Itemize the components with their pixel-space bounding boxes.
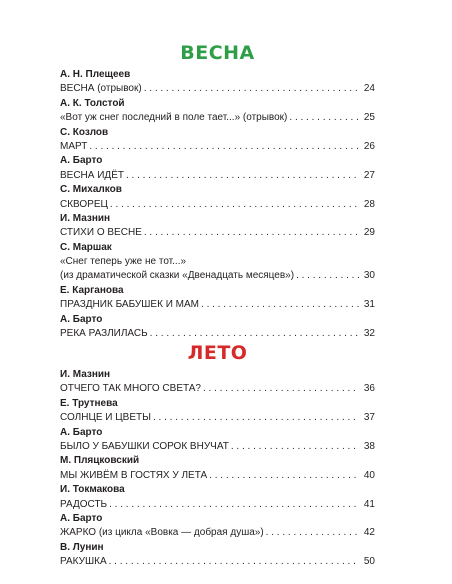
toc-page-number: 38 (363, 440, 375, 452)
toc-author: А. К. Толстой (60, 97, 125, 109)
toc-author: И. Мазнин (60, 369, 111, 380)
toc-page-number: 29 (363, 227, 375, 239)
toc-line (60, 440, 375, 454)
toc-line (60, 298, 375, 312)
toc-page-number: 24 (363, 83, 375, 95)
toc-entry (60, 126, 375, 155)
toc-page-number: 42 (363, 527, 375, 539)
toc-title: МАРТ (60, 140, 88, 152)
toc-leader-dots (153, 411, 359, 425)
toc-entry (60, 212, 375, 241)
toc-author: А. Барто (60, 155, 103, 167)
toc-leader-dots (109, 498, 359, 512)
toc-line (60, 140, 375, 154)
toc-entry (60, 368, 375, 397)
toc-author: С. Козлов (60, 126, 109, 138)
toc-author: А. Н. Плещеев (60, 69, 131, 80)
section-title-summer: ЛЕТО (187, 342, 248, 364)
toc-page-number: 28 (363, 198, 375, 210)
toc-entry (60, 397, 375, 426)
toc-line (60, 526, 375, 540)
toc-title: СКВОРЕЦ (60, 198, 108, 210)
toc-leader-dots (203, 382, 359, 396)
toc-line (60, 169, 375, 183)
toc-title: ОТЧЕГО ТАК МНОГО СВЕТА? (60, 383, 201, 395)
toc-line (60, 255, 375, 269)
toc-line (60, 555, 375, 569)
toc-line (60, 411, 375, 425)
toc-line (60, 382, 375, 396)
toc-line (60, 469, 375, 483)
toc-entry (60, 483, 375, 512)
toc-line (60, 269, 375, 283)
toc-title: ПРАЗДНИК БАБУШЕК И МАМ (60, 299, 200, 311)
toc-entry (60, 454, 375, 483)
toc-page-number: 50 (363, 556, 375, 568)
toc-title: СТИХИ О ВЕСНЕ (60, 227, 142, 239)
toc-title: РАДОСТЬ (60, 498, 108, 510)
toc-list-spring (60, 68, 375, 341)
toc-leader-dots (150, 327, 359, 341)
toc-author: Е. Карганова (60, 284, 124, 296)
toc-title: «Снег теперь уже не тот...» (60, 256, 187, 268)
toc-leader-dots (144, 82, 359, 96)
toc-leader-dots (109, 555, 359, 569)
toc-entry (60, 541, 375, 570)
toc-title: РАКУШКА (60, 556, 107, 568)
toc-page-number: 40 (363, 469, 375, 481)
toc-page-number: 32 (363, 328, 375, 340)
toc-title: СОЛНЦЕ И ЦВЕТЫ (60, 412, 151, 424)
toc-leader-dots (110, 198, 359, 212)
toc-entry (60, 68, 375, 97)
toc-line (60, 198, 375, 212)
toc-entry (60, 512, 375, 541)
toc-leader-dots (89, 140, 359, 154)
toc-entry (60, 284, 375, 313)
toc-page-number: 36 (363, 383, 375, 395)
toc-title: «Вот уж снег последний в поле тает...» (отрывок) (60, 112, 288, 124)
toc-list-summer (60, 368, 375, 569)
toc-author: М. Пляцковский (60, 455, 140, 467)
toc-page-number: 31 (363, 299, 375, 311)
toc-line (60, 111, 375, 125)
toc-page-number: 41 (363, 498, 375, 510)
toc-title: БЫЛО У БАБУШКИ СОРОК ВНУЧАТ (60, 440, 229, 452)
toc-page-number: 25 (363, 112, 375, 124)
toc-author: И. Мазнин (60, 212, 111, 224)
toc-page-number: 37 (363, 412, 375, 424)
toc-author: И. Токмакова (60, 484, 125, 496)
section-title-spring: ВЕСНА (180, 42, 255, 64)
toc-leader-dots (144, 226, 359, 240)
toc-author: С. Маршак (60, 241, 112, 253)
toc-entry (60, 97, 375, 126)
toc-page-number: 27 (363, 169, 375, 181)
toc-entry (60, 183, 375, 212)
toc-line (60, 498, 375, 512)
toc-leader-dots (126, 169, 359, 183)
toc-title: ЖАРКО (из цикла «Вовка — добрая душа») (60, 527, 264, 539)
toc-title: РЕКА РАЗЛИЛАСЬ (60, 328, 148, 340)
toc-page-number: 26 (363, 140, 375, 152)
toc-entry (60, 426, 375, 455)
toc-line (60, 226, 375, 240)
toc-title: ВЕСНА (отрывок) (60, 83, 142, 95)
toc-author: С. Михалков (60, 184, 122, 196)
toc-author: В. Лунин (60, 541, 104, 553)
toc-author: А. Барто (60, 313, 103, 325)
toc-leader-dots (201, 298, 359, 312)
toc-line (60, 327, 375, 341)
toc-entry (60, 241, 375, 284)
toc-entry (60, 154, 375, 183)
toc-leader-dots (289, 111, 359, 125)
toc-page-number: 30 (363, 270, 375, 282)
toc-author: Е. Трутнева (60, 397, 118, 409)
toc-line (60, 82, 375, 96)
toc-title: (из драматической сказки «Двенадцать месяцев») (60, 270, 295, 282)
toc-entry (60, 313, 375, 342)
table-of-contents-page (60, 0, 375, 584)
toc-title: МЫ ЖИВЁМ В ГОСТЯХ У ЛЕТА (60, 469, 208, 481)
toc-leader-dots (209, 469, 359, 483)
toc-author: А. Барто (60, 426, 103, 438)
toc-title: ВЕСНА ИДЁТ (60, 169, 124, 181)
toc-leader-dots (266, 526, 359, 540)
toc-leader-dots (296, 269, 359, 283)
toc-author: А. Барто (60, 512, 103, 524)
toc-leader-dots (231, 440, 359, 454)
